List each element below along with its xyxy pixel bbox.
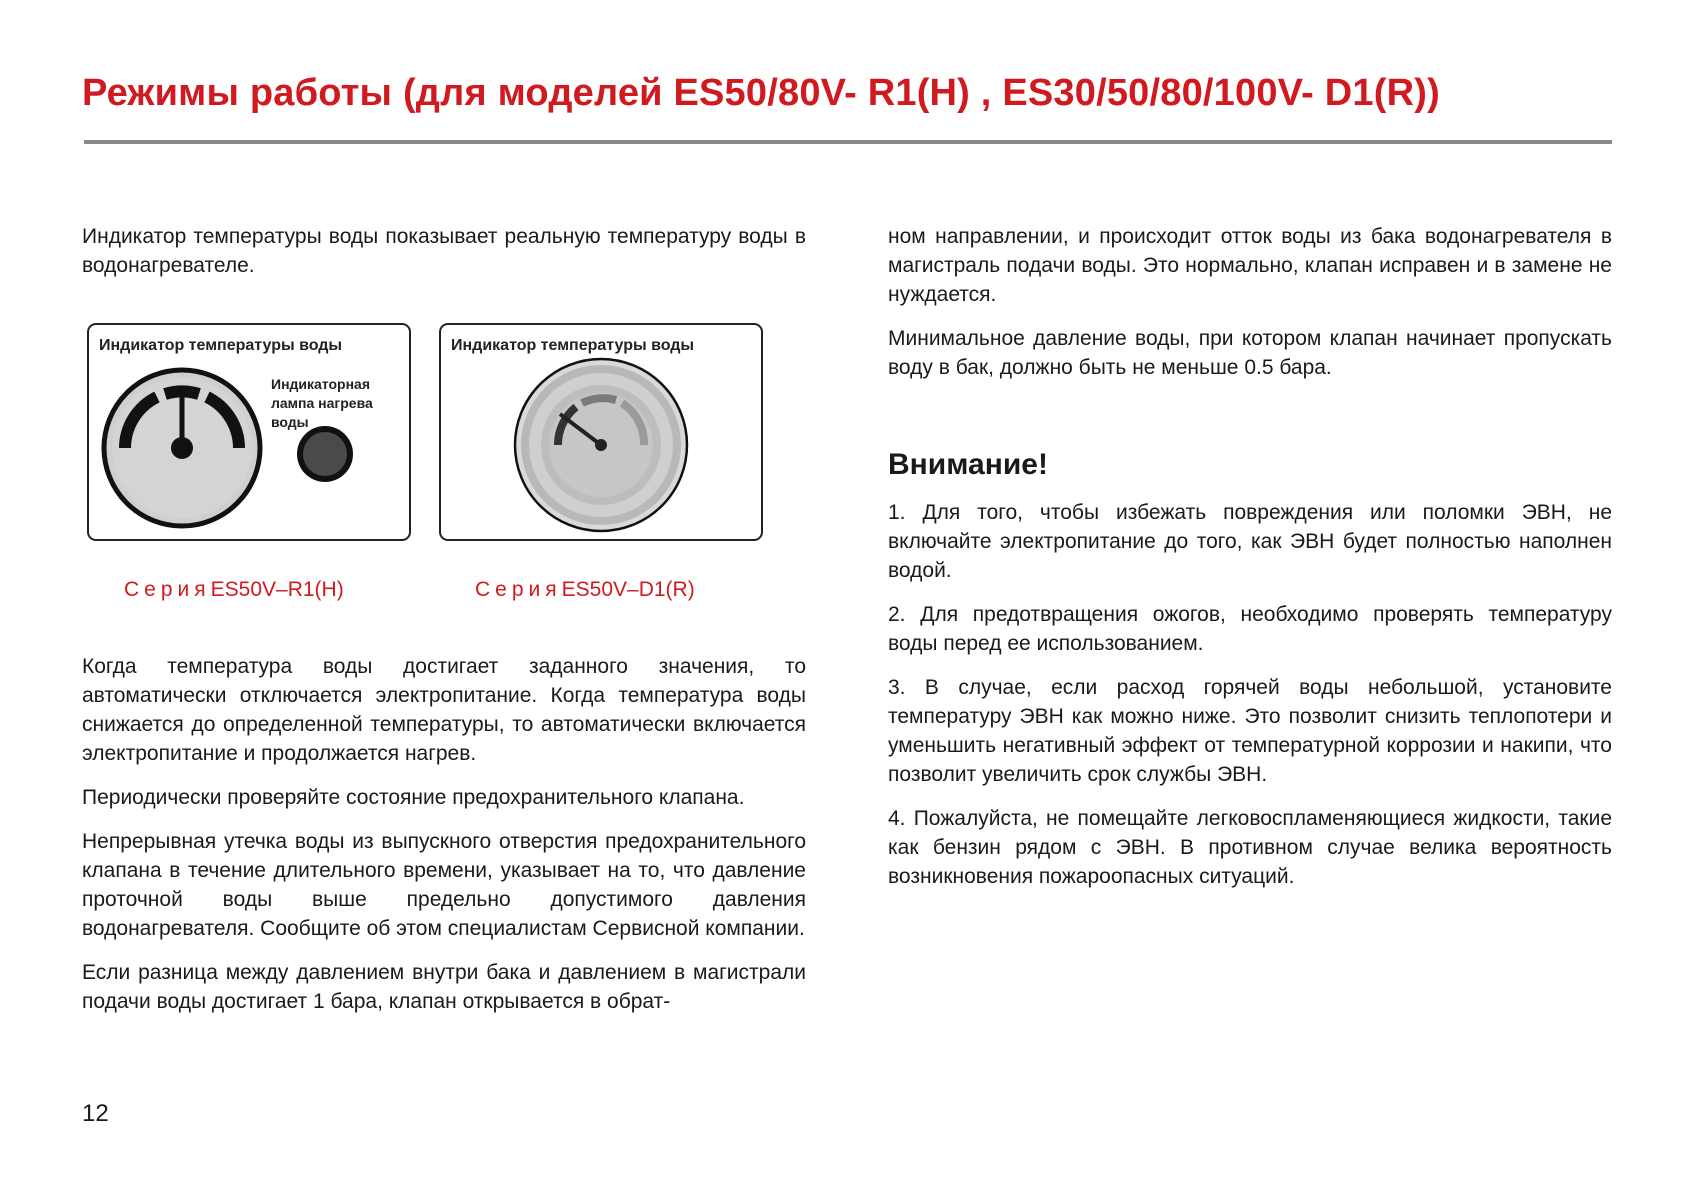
temperature-gauge-r1-icon — [89, 325, 409, 539]
paragraph-check-valve: Периодически проверяйте состояние предохранительного клапана. — [82, 786, 745, 809]
caption-series-r1 — [124, 578, 344, 602]
caption-series-d1 — [475, 578, 695, 602]
right-top-block — [888, 222, 1612, 397]
panel-label-d1: Индикатор температуры воды — [451, 337, 695, 354]
left-body-block — [82, 652, 806, 1031]
caption-prefix-d1: Серия — [475, 578, 562, 601]
paragraph-min-pressure: Минимальное давление воды, при котором клапан начинает пропускать воду в бак, должно быть не меньше 0.5 бара. — [888, 327, 1612, 379]
attention-item: 4. Пожалуйста, не помещайте легковоспламеняющиеся жидкости, такие как бензин рядом с ЭВН. В противном случае велика вероятность возникновения пожароопасных ситуаций. — [888, 807, 1612, 888]
paragraph-leak: Непрерывная утечка воды из выпускного отверстия предохранительного клапана в течение длительного времени, указывает на то, что давление проточной воды выше предельно допустимого давления водонагревателя. Сообщите об этом специалистам Сервисной компании. — [82, 830, 806, 940]
left-intro-block — [82, 222, 806, 295]
attention-item: 3. В случае, если расход горячей воды небольшой, установите температуру ЭВН как можно ниже. Это позволит снизить теплопотери и уменьшить негативный эффект от температурной коррозии и накипи, что позволит увеличить срок службы ЭВН. — [888, 676, 1612, 786]
attention-list — [888, 498, 1612, 906]
paragraph-reverse-flow: ном направлении, и происходит отток воды из бака водонагревателя в магистраль подачи воды. Это нормально, клапан исправен и в замене не нуждается. — [888, 225, 1612, 306]
indicator-panel-d1 — [439, 323, 763, 541]
attention-heading: Внимание! — [888, 448, 1048, 481]
intro-paragraph: Индикатор температуры воды показывает реальную температуру воды в водонагревателе. — [82, 225, 806, 277]
attention-item: 1. Для того, чтобы избежать повреждения или поломки ЭВН, не включайте электропитание до того, как ЭВН будет полностью наполнен водой. — [888, 501, 1612, 582]
indicator-panel-r1 — [87, 323, 411, 541]
paragraph-auto-power: Когда температура воды достигает заданного значения, то автоматически отключается электропитание. Когда температура воды снижается до определенной температуры, то автоматически включается электропитание и продолжается нагрев. — [82, 655, 806, 765]
panel-label-r1: Индикатор температуры воды — [99, 337, 343, 354]
caption-model-d1: ES50V–D1(R) — [561, 578, 695, 601]
caption-prefix-r1: Серия — [124, 578, 211, 601]
attention-item: 2. Для предотвращения ожогов, необходимо проверять температуру воды перед ее использованием. — [888, 603, 1612, 655]
page-title: Режимы работы (для моделей ES50/80V- R1(H) , ES30/50/80/100V- D1(R)) — [82, 72, 1440, 114]
lamp-label: Индикаторная лампа нагрева воды — [271, 376, 373, 430]
temperature-gauge-d1-icon — [441, 325, 761, 539]
page-number: 12 — [82, 1100, 109, 1127]
caption-model-r1: ES50V–R1(H) — [210, 578, 344, 601]
title-divider — [84, 140, 1612, 144]
paragraph-pressure-diff: Если разница между давлением внутри бака и давлением в магистрали подачи воды достигает 1 бара, клапан открывается в обрат- — [82, 961, 806, 1013]
